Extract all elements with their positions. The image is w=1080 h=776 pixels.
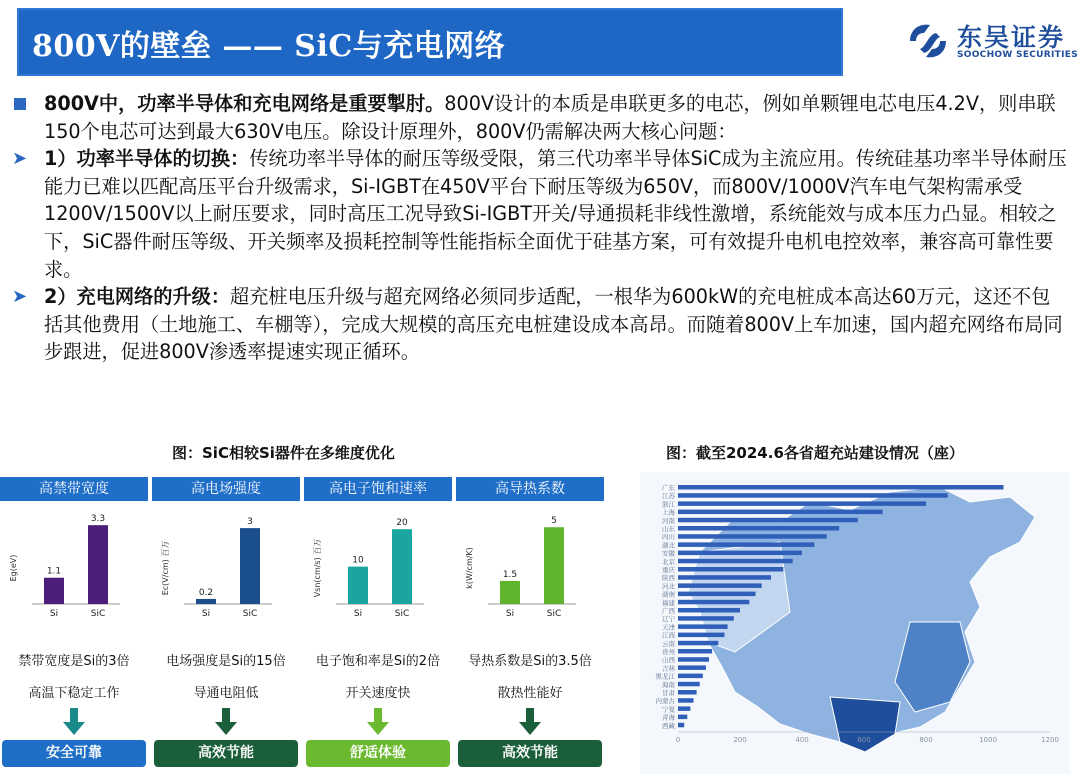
column-header: 高电场强度: [152, 477, 300, 501]
bar-category-label: SiC: [394, 609, 410, 619]
arrow-bullet-icon: ➤: [12, 286, 28, 308]
benefit-description: 散热性能好: [497, 686, 563, 701]
header: [0, 0, 1080, 80]
province-label: 浙江: [662, 500, 675, 509]
bar-value-label: 0.2: [198, 587, 214, 598]
bar-value-label: 1.5: [502, 569, 518, 580]
province-bar: [678, 493, 948, 498]
mini-chart-svg: [0, 508, 148, 628]
province-label: 内蒙古: [655, 697, 675, 706]
down-arrow-icon: [62, 708, 86, 736]
province-bar: [678, 682, 700, 687]
province-label: 北京: [662, 557, 675, 566]
paragraph-bold: 800V中，功率半导体和充电网络是重要掣肘。: [44, 92, 445, 115]
bar-sic: [544, 527, 564, 604]
mini-chart-svg: [304, 508, 452, 628]
comparison-column: [304, 472, 452, 772]
bar-si: [196, 599, 216, 604]
mini-chart-svg: [456, 508, 604, 628]
benefit-description: 高温下稳定工作: [28, 686, 120, 701]
comparison-column: [0, 472, 148, 772]
province-bar: [678, 485, 1004, 490]
paragraph-bold: 1）功率半导体的切换：: [44, 147, 250, 171]
bar-sic: [88, 525, 108, 604]
bar-value-label: 5: [551, 516, 557, 527]
province-bar: [678, 616, 734, 621]
column-header: 高导热系数: [456, 477, 604, 501]
benefit-description: 开关速度快: [345, 686, 411, 701]
paragraph-charging: [12, 283, 1067, 366]
y-axis-label: Eg(eV): [9, 554, 18, 582]
province-label: 福建: [662, 598, 675, 607]
x-tick-label: 200: [733, 736, 747, 744]
province-label: 山东: [662, 525, 675, 533]
province-bar: [678, 559, 793, 564]
paragraph-intro: [12, 90, 1067, 145]
province-bar: [678, 706, 690, 711]
province-label: 河北: [662, 582, 675, 591]
bar-category-label: Si: [353, 609, 363, 619]
result-badge: 舒适体验: [306, 740, 450, 767]
province-label: 广西: [662, 607, 675, 615]
x-tick-label: 400: [795, 736, 809, 744]
province-bar: [678, 657, 709, 662]
x-tick-label: 1000: [979, 736, 997, 744]
province-label: 湖北: [662, 541, 675, 550]
result-badge: 安全可靠: [2, 740, 146, 767]
province-bar: [678, 608, 740, 613]
province-bar: [678, 526, 839, 531]
province-label: 海南: [662, 680, 675, 689]
property-description: 电场强度是Si的15倍: [166, 654, 286, 669]
arrow-bullet-icon: ➤: [12, 148, 28, 170]
down-arrow-icon: [214, 708, 238, 736]
paragraph-bold: 2）充电网络的升级：: [44, 285, 231, 309]
province-label: 西藏: [662, 721, 675, 730]
province-bar: [678, 600, 749, 605]
province-bar: [678, 567, 783, 572]
down-arrow-icon: [518, 708, 542, 736]
x-tick-label: 800: [919, 736, 933, 744]
title-bar: [17, 8, 843, 76]
mini-bar-chart: [304, 508, 452, 628]
province-label: 上海: [662, 508, 675, 517]
province-bar: [678, 518, 858, 523]
mini-bar-chart: [0, 508, 148, 628]
province-label: 吉林: [662, 664, 675, 673]
column-header: 高禁带宽度: [0, 477, 148, 501]
province-label: 江苏: [662, 492, 675, 501]
logo: [903, 14, 1078, 66]
province-label: 辽宁: [662, 615, 675, 624]
x-tick-label: 0: [675, 736, 681, 744]
province-label: 河南: [662, 516, 675, 525]
province-label: 山西: [662, 656, 675, 665]
soochow-logo-icon: [906, 19, 950, 63]
province-label: 安徽: [662, 549, 675, 558]
bar-value-label: 20: [396, 518, 408, 529]
province-label: 广东: [662, 484, 675, 492]
province-bar: [678, 534, 827, 539]
result-badge: 高效节能: [458, 740, 602, 767]
x-tick-label: 1200: [1041, 736, 1059, 744]
mini-chart-svg: [152, 508, 300, 628]
china-map-chart: [640, 472, 1070, 774]
bar-category-label: SiC: [90, 609, 106, 619]
province-label: 四川: [662, 533, 675, 542]
province-bar: [678, 624, 728, 629]
china-map-region-east: [895, 622, 970, 712]
paragraph-text: 超充桩电压升级与超充网络必须同步适配，一根华为600kW的充电桩成本高达60万元，这还不包括其他费用（土地施工、车棚等），完成大规模的高压充电桩建设成本高昂。而随着800V上车加速，国内超充网络布局同步跟进，促进800V渗透率提速实现正循环。: [44, 285, 1063, 364]
bar-category-label: Si: [201, 609, 211, 619]
logo-text-en: SOOCHOW SECURITIES: [957, 50, 1078, 60]
body-text: [12, 90, 1067, 366]
result-badge: 高效节能: [154, 740, 298, 767]
province-label: 天津: [662, 623, 675, 632]
province-label: 贵州: [662, 648, 675, 656]
logo-text-cn: 东吴证券: [957, 23, 1066, 52]
page-title: 800V的壁垒 —— SiC与充电网络: [32, 29, 506, 64]
mini-bar-chart: [152, 508, 300, 628]
province-bar: [678, 551, 802, 556]
supercharge-map-figure: [640, 472, 1070, 774]
province-bar: [678, 665, 706, 670]
bar-si: [500, 581, 520, 604]
paragraph-semiconductor: [12, 145, 1067, 283]
province-label: 甘肃: [662, 689, 675, 697]
province-bar: [678, 592, 756, 597]
province-label: 黑龙江: [655, 672, 675, 681]
bar-si: [44, 578, 64, 604]
bar-category-label: SiC: [242, 609, 258, 619]
square-bullet-icon: [14, 98, 26, 110]
bar-value-label: 1.1: [46, 566, 62, 577]
mini-bar-chart: [456, 508, 604, 628]
bar-si: [348, 567, 368, 604]
property-description: 导热系数是Si的3.5倍: [468, 654, 592, 669]
province-label: 江西: [662, 631, 675, 640]
paragraph-text: 800V设计的本质是串联更多的电芯，例如单颗锂电芯电压4.2V，则串联150个电芯可达到最大630V电压。除设计原理外，800V仍需解决两大核心问题：: [44, 92, 1056, 143]
province-bar: [678, 542, 814, 547]
province-label: 陕西: [662, 574, 675, 583]
province-bar: [678, 723, 684, 728]
down-arrow-icon: [366, 708, 390, 736]
left-figure-title: 图：SiC相较Si器件在多维度优化: [172, 444, 395, 462]
province-label: 湖南: [662, 590, 675, 599]
province-label: 宁夏: [662, 705, 675, 714]
comparison-column: [456, 472, 604, 772]
province-bar: [678, 690, 697, 695]
y-axis-label: Vsn(cm/s) 百万: [313, 538, 322, 598]
x-tick-label: 600: [857, 736, 871, 744]
benefit-description: 导通电阻低: [193, 686, 259, 701]
province-bar: [678, 715, 687, 720]
property-description: 电子饱和率是Si的2倍: [315, 654, 441, 669]
y-axis-label: k(W/cm/K): [465, 547, 474, 589]
bar-value-label: 3.3: [90, 514, 106, 525]
bar-value-label: 3: [247, 517, 253, 528]
column-header: 高电子饱和速率: [304, 477, 452, 501]
province-bar: [678, 583, 762, 588]
right-figure-title: 图：截至2024.6各省超充站建设情况（座）: [666, 444, 964, 462]
province-label: 云南: [662, 639, 675, 648]
bar-value-label: 10: [352, 555, 364, 566]
province-bar: [678, 575, 771, 580]
bar-category-label: Si: [49, 609, 59, 619]
comparison-column: [152, 472, 300, 772]
paragraph-text: 传统功率半导体的耐压等级受限，第三代功率半导体SiC成为主流应用。传统硅基功率半导体耐压能力已难以匹配高压平台升级需求，Si-IGBT在450V平台下耐压等级为650V，而800V/1000V汽车电气架构需承受1200V/1500V以上耐压要求，同时高压工况导致Si-IGBT开关/导通损耗非线性激增，系统能效与成本压力凸显。相较之下，SiC器件耐压等级、开关频率及损耗控制等性能指标全面优于硅基方案，可有效提升电机电控效率，兼容高可靠性要求。: [44, 147, 1067, 281]
bar-sic: [240, 528, 260, 604]
province-bar: [678, 649, 712, 654]
province-label: 重庆: [662, 566, 675, 574]
y-axis-label: Ec(V/cm) 百万: [161, 540, 170, 596]
province-bar: [678, 641, 718, 646]
province-label: 青海: [662, 713, 675, 722]
bar-sic: [392, 529, 412, 604]
bar-category-label: SiC: [546, 609, 562, 619]
province-bar: [678, 633, 725, 638]
sic-comparison-figure: [0, 472, 608, 772]
bar-category-label: Si: [505, 609, 515, 619]
province-bar: [678, 698, 694, 703]
province-bar: [678, 501, 926, 506]
province-bar: [678, 510, 883, 514]
province-bar: [678, 674, 703, 679]
property-description: 禁带宽度是Si的3倍: [18, 654, 130, 669]
